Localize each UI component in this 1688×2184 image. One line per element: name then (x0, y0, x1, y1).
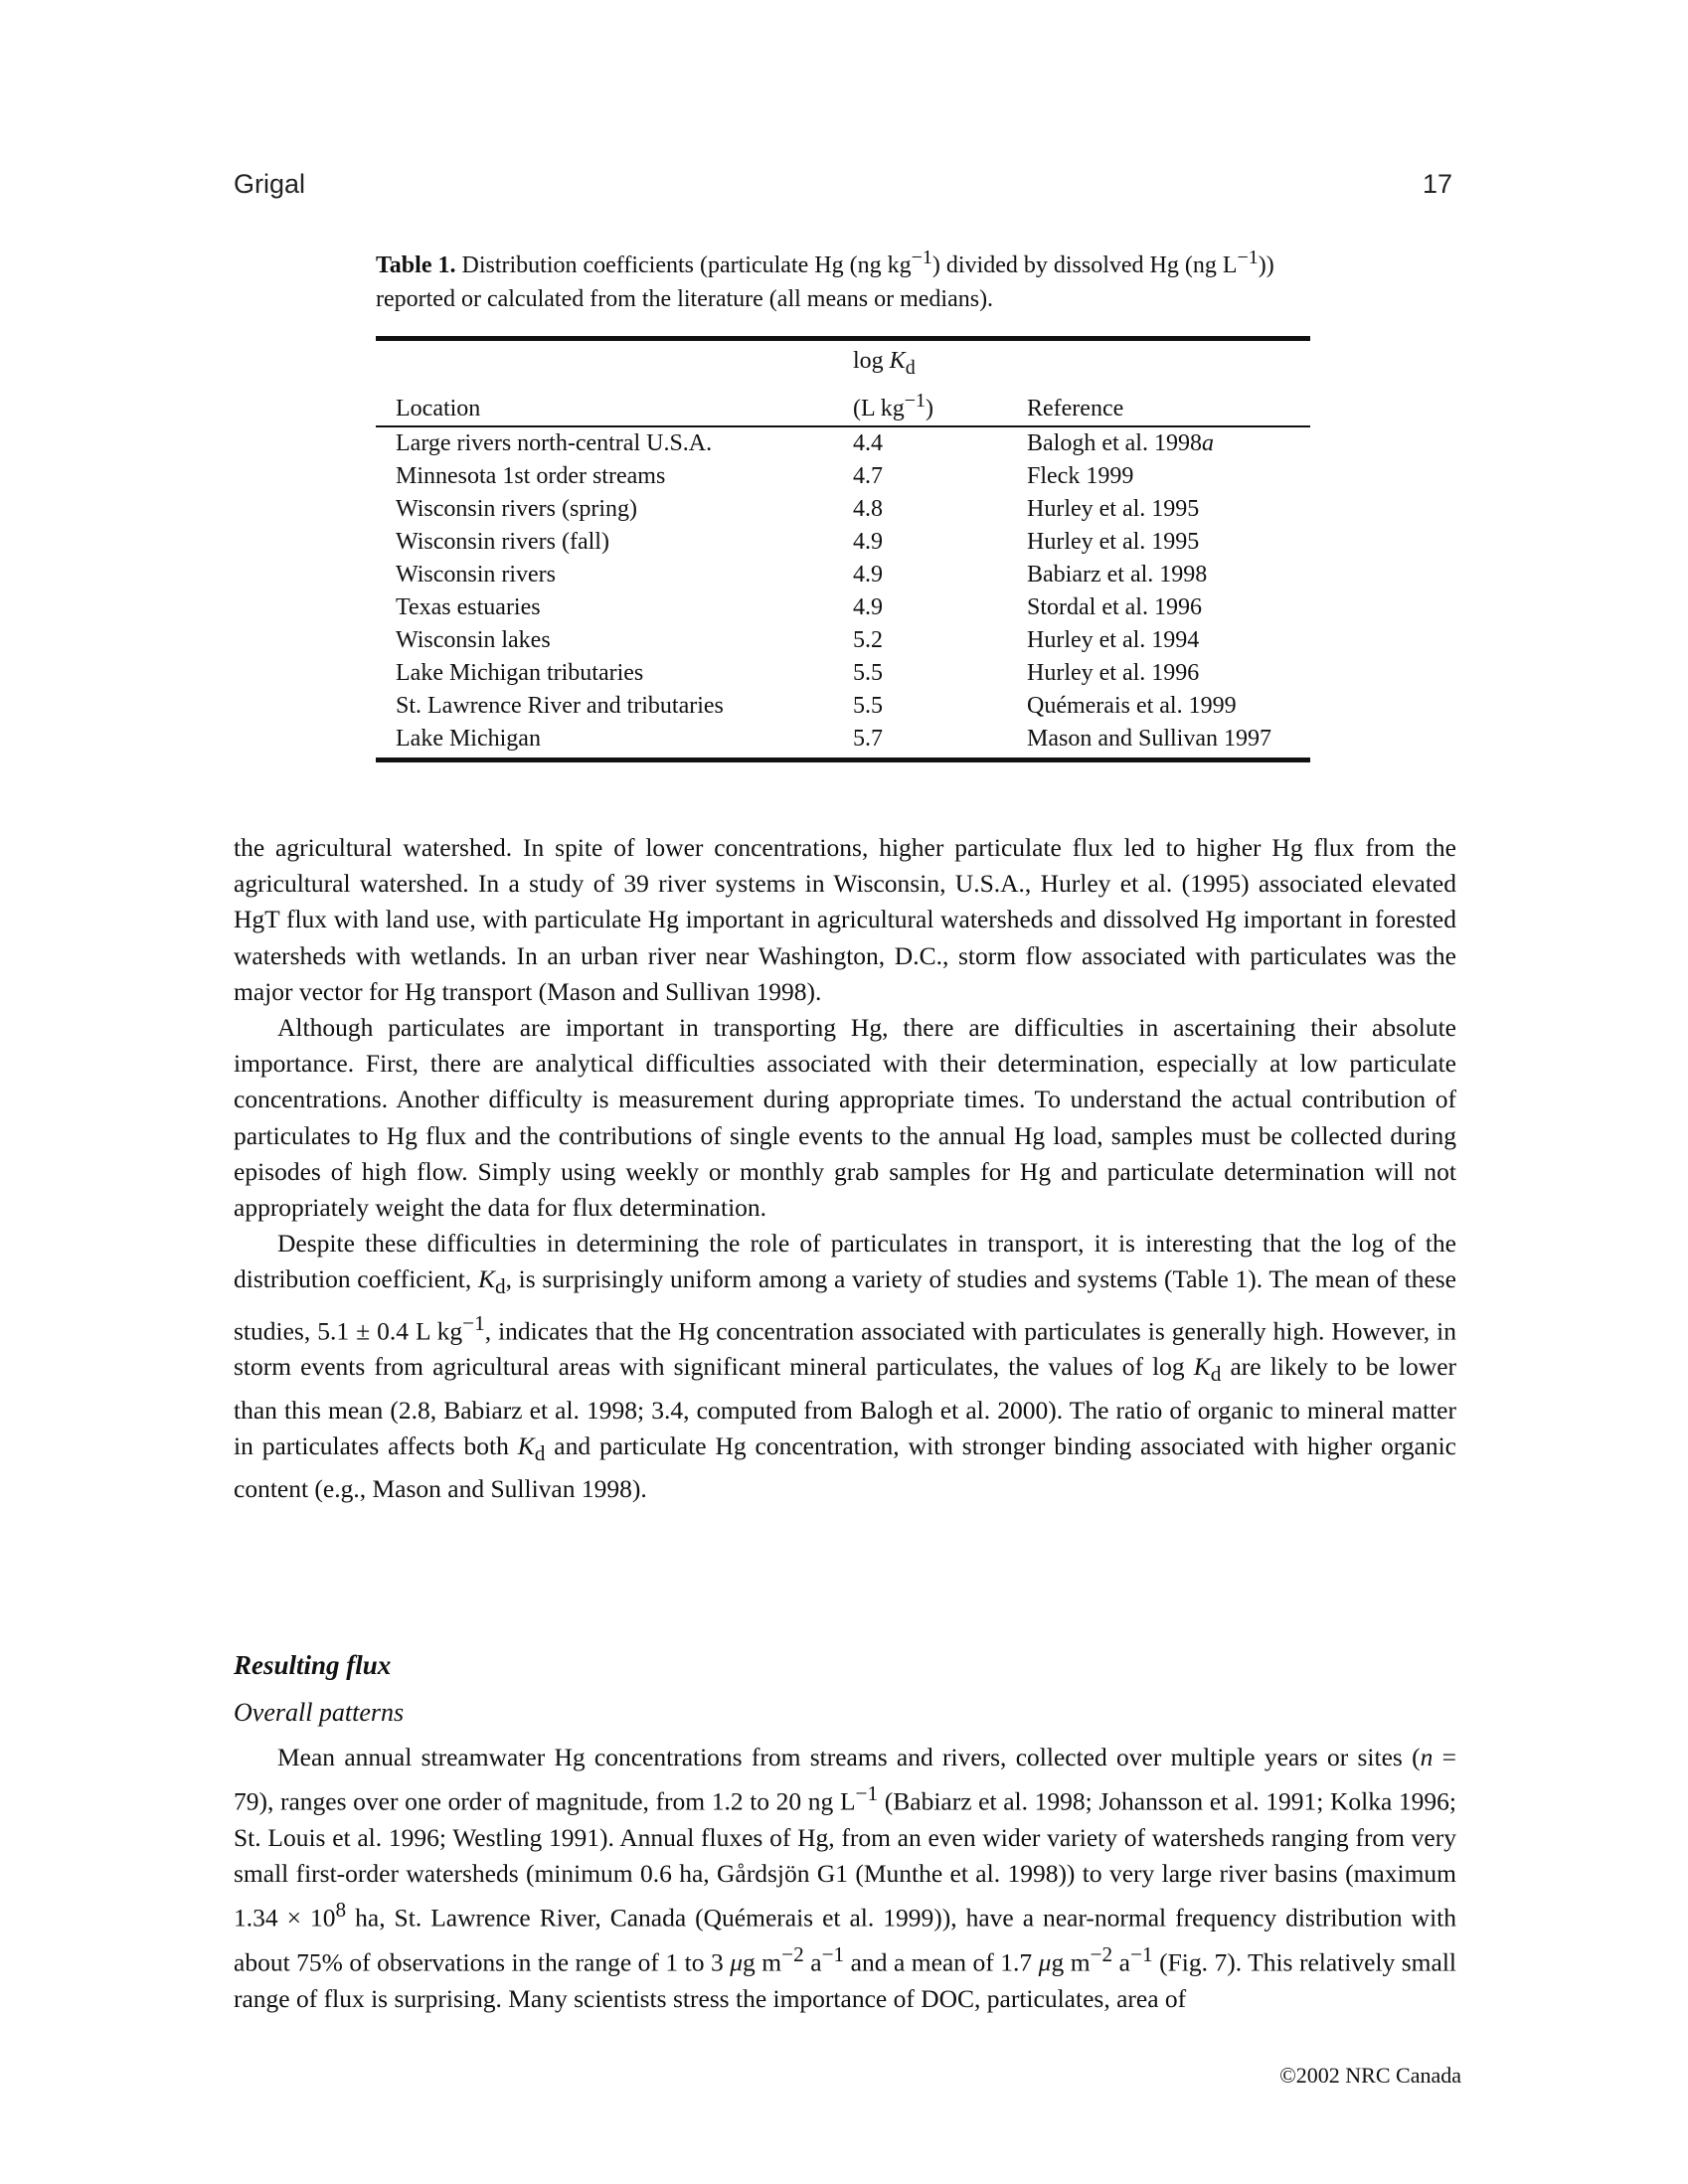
cell-reference: Stordal et al. 1996 (1027, 593, 1202, 620)
cell-log-kd: 5.7 (833, 723, 1007, 760)
paragraph: Despite these difficulties in determining the role of particulates in transport, it is interesting that the log of the distribution coefficient, $K_d$, is surprisingly uniform among a variety of studies and systems (Table 1). The mean of these studies, 5.1 ± 0.4 L $kg^{-1}$, indicates that the Hg concentration associated with particulates is generally high. However, in storm events from agricultural areas with significant mineral particulates, the values of $\log K_d$ are likely to be lower than this mean (2.8, Babiarz et al. 1998; 3.4, computed from Balogh et al. 2000). The ratio of organic to mineral matter in particulates affects both $K_d$ and particulate Hg concentration, with stronger binding associated with higher organic content (e.g., Mason and Sullivan 1998). (234, 1229, 1457, 1504)
cell-location: Wisconsin lakes (396, 626, 551, 653)
cell-location: St. Lawrence River and tributaries (396, 692, 724, 719)
column-header-log-kd: $\log K_d$ (L $kg^{-1}$) (833, 345, 1007, 426)
subsection-heading: Overall patterns (234, 1698, 405, 1727)
table-caption-label: Table 1. (376, 252, 456, 278)
cell-reference: Hurley et al. 1994 (1027, 626, 1200, 653)
table-row (376, 559, 1310, 591)
table-row (376, 723, 1310, 760)
distribution-coefficient-table (376, 336, 1310, 762)
cell-log-kd: 4.7 (853, 462, 883, 489)
cell-reference: Mason and Sullivan 1997 (1007, 723, 1310, 760)
column-header-location: Location (376, 345, 833, 426)
cell-location: Lake Michigan tributaries (396, 659, 644, 686)
cell-reference: Hurley et al. 1995 (1027, 528, 1200, 555)
table-row (376, 591, 1310, 624)
copyright: ©2002 NRC Canada (1279, 2063, 1461, 2088)
cell-log-kd: 5.5 (853, 659, 883, 686)
cell-reference: Fleck 1999 (1027, 462, 1134, 489)
table-row (376, 426, 1310, 460)
cell-location: Wisconsin rivers (fall) (396, 528, 609, 555)
cell-log-kd: 4.9 (853, 528, 883, 555)
table-row (376, 657, 1310, 690)
cell-location: Wisconsin rivers (396, 561, 557, 588)
page-number: 17 (1422, 169, 1452, 199)
paragraph: Although particulates are important in transporting Hg, there are difficulties in ascertaining their absolute importance. First, there are analytical difficulties associated with their determination, especially at low particulate concentrations. Another difficulty is measurement during appropriate times. To understand the actual contribution of particulates to Hg flux and the contributions of single events to the annual Hg load, samples must be collected during episodes of high flow. Simply using weekly or monthly grab samples for Hg and particulate determination will not appropriately weight the data for flux determination. (234, 1013, 1456, 1223)
cell-location: Wisconsin rivers (spring) (396, 495, 637, 522)
table-row (376, 690, 1310, 723)
cell-reference: Balogh et al. 1998a (1027, 429, 1214, 456)
table-row (376, 493, 1310, 526)
running-head-author: Grigal (234, 169, 306, 199)
table-caption (376, 241, 1310, 316)
table-row (376, 526, 1310, 559)
cell-location: Texas estuaries (396, 593, 541, 620)
cell-location: Lake Michigan (376, 723, 833, 760)
cell-reference: Hurley et al. 1995 (1027, 495, 1200, 522)
cell-reference: Hurley et al. 1996 (1027, 659, 1200, 686)
cell-reference: Quémerais et al. 1999 (1027, 692, 1237, 719)
body-text (234, 830, 1456, 1507)
table-caption-text: Distribution coefficients (particulate Hg (ng $kg^{-1}$) divided by dissolved Hg (ng $L^{-1}$)) reported or calculated from the literature (all means or medians). (376, 247, 1274, 312)
column-header-reference: Reference (1007, 345, 1310, 426)
cell-log-kd: 5.5 (853, 692, 883, 719)
cell-log-kd: 4.8 (853, 495, 883, 522)
cell-log-kd: 4.9 (853, 593, 883, 620)
paragraph: the agricultural watershed. In spite of lower concentrations, higher particulate flux led to higher Hg flux from the agricultural watershed. In a study of 39 river systems in Wisconsin, U.S.A., Hurley et al. (1995) associated elevated HgT flux with land use, with particulate Hg important in agricultural watersheds and dissolved Hg important in forested watersheds with wetlands. In an urban river near Washington, D.C., storm flow associated with particulates was the major vector for Hg transport (Mason and Sullivan 1998). (234, 833, 1456, 1006)
section-heading: Resulting flux (234, 1650, 392, 1680)
cell-location: Large rivers north-central U.S.A. (396, 429, 713, 456)
table-row (376, 624, 1310, 657)
table-body (376, 426, 1310, 760)
paragraph: Mean annual streamwater Hg concentrations from streams and rivers, collected over multiple years or sites (n = 79), ranges over one order of magnitude, from 1.2 to 20 ng $L^{-1}$ (Babiarz et al. 1998; Johansson et al. 1991; Kolka 1996; St. Louis et al. 1996; Westling 1991). Annual fluxes of Hg, from an even wider variety of watersheds ranging from very small first-order watersheds (minimum 0.6 ha, Gårdsjön G1 (Munthe et al. 1998)) to very large river basins (maximum $1.34 \times 10^8$ ha, St. Lawrence River, Canada (Quémerais et al. 1999)), have a near-normal frequency distribution with about 75% of observations in the range of 1 to 3 μg $m^{-2}$ $a^{-1}$ and a mean of 1.7 μg $m^{-2}$ $a^{-1}$ (Fig. 7). This relatively small range of flux is surprising. Many scientists stress the importance of DOC, particulates, area of (234, 1743, 1456, 2013)
cell-reference: Babiarz et al. 1998 (1027, 561, 1208, 588)
cell-log-kd: 5.2 (853, 626, 883, 653)
cell-log-kd: 4.9 (853, 561, 883, 588)
body-text-flux (234, 1740, 1456, 2017)
cell-log-kd: 4.4 (853, 429, 883, 456)
cell-location: Minnesota 1st order streams (396, 462, 666, 489)
table-row (376, 460, 1310, 493)
